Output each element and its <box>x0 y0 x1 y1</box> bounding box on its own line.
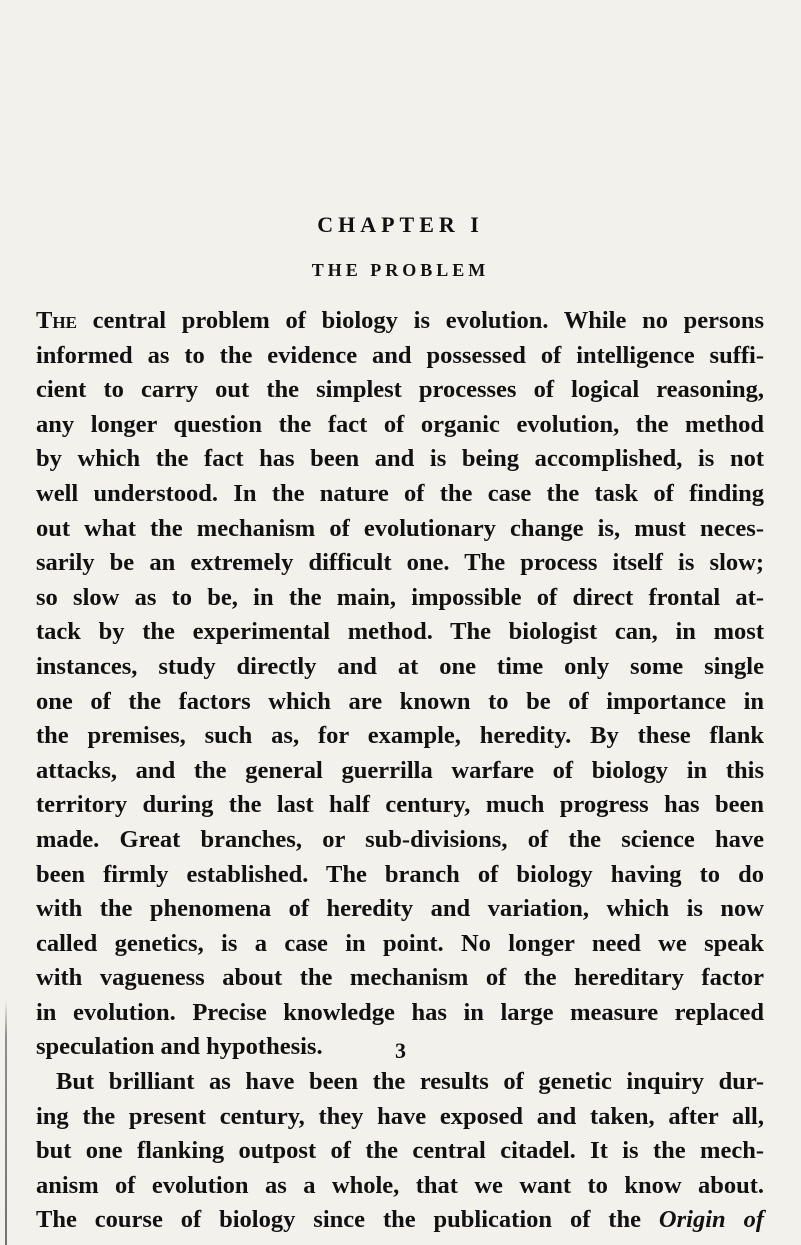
chapter-number: CHAPTER I <box>317 212 484 237</box>
paragraph-1-line: with vagueness about the mechanism of the hereditary factor <box>36 964 764 992</box>
paragraph-1-line: tack by the experimental method. The biologist can, in most <box>36 618 764 646</box>
paragraph-1-line: by which the fact has been and is being accomplished, is not <box>36 445 764 473</box>
paragraph-1-line: one of the factors which are known to be of importance in <box>36 687 764 715</box>
paragraph-2-line: The course of biology since the publication of the Origin of <box>36 1206 764 1234</box>
paragraph-1-last-line: speculation and hypothesis. <box>36 1033 323 1061</box>
paragraph-1-line: the premises, such as, for example, heredity. By these flank <box>36 722 764 750</box>
paragraph-1-line: informed as to the evidence and possessed of intelligence suffi- <box>36 341 764 369</box>
paragraph-1-line: made. Great branches, or sub-divisions, of the science have <box>36 825 764 853</box>
paragraph-1-line: attacks, and the general guerrilla warfare of biology in this <box>36 756 764 784</box>
paragraph-1-line: well understood. In the nature of the case the task of finding <box>36 479 764 507</box>
paragraph-1-line: The central problem of biology is evolution. While no persons <box>36 307 764 334</box>
paragraph-1-line: territory during the last half century, much progress has been <box>36 791 764 819</box>
paragraph-1-line: so slow as to be, in the main, impossible of direct frontal at- <box>36 583 764 611</box>
paragraph-1-line: in evolution. Precise knowledge has in large measure replaced <box>36 998 764 1026</box>
page-number: 3 <box>395 1038 406 1063</box>
chapter-title: THE PROBLEM <box>311 260 490 280</box>
book-title-italic: Origin of <box>658 1206 764 1234</box>
body-text <box>36 304 764 1238</box>
paragraph-2-line: but one flanking outpost of the central citadel. It is the mech- <box>36 1137 764 1165</box>
paragraph-lead-word: The <box>36 307 77 334</box>
paragraph-2-line: anism of evolution as a whole, that we want to know about. <box>36 1171 764 1199</box>
paragraph-1-line: instances, study directly and at one time only some single <box>36 652 764 680</box>
page-edge-shadow <box>5 1000 7 1245</box>
paragraph-2-line: But brilliant as have been the results of genetic inquiry dur- <box>56 1068 764 1096</box>
paragraph-2-line: ing the present century, they have exposed and taken, after all, <box>36 1102 764 1130</box>
paragraph-1-line: sarily be an extremely difficult one. The process itself is slow; <box>36 549 764 577</box>
paragraph-1-line: out what the mechanism of evolutionary change is, must neces- <box>36 514 764 542</box>
paragraph-1-line: called genetics, is a case in point. No longer need we speak <box>36 929 764 957</box>
paragraph-1-line: with the phenomena of heredity and variation, which is now <box>36 895 764 923</box>
paragraph-1-line: cient to carry out the simplest processes of logical reasoning, <box>36 376 764 404</box>
paragraph-1-line: any longer question the fact of organic evolution, the method <box>36 410 764 438</box>
paragraph-1-line: been firmly established. The branch of biology having to do <box>36 860 764 888</box>
